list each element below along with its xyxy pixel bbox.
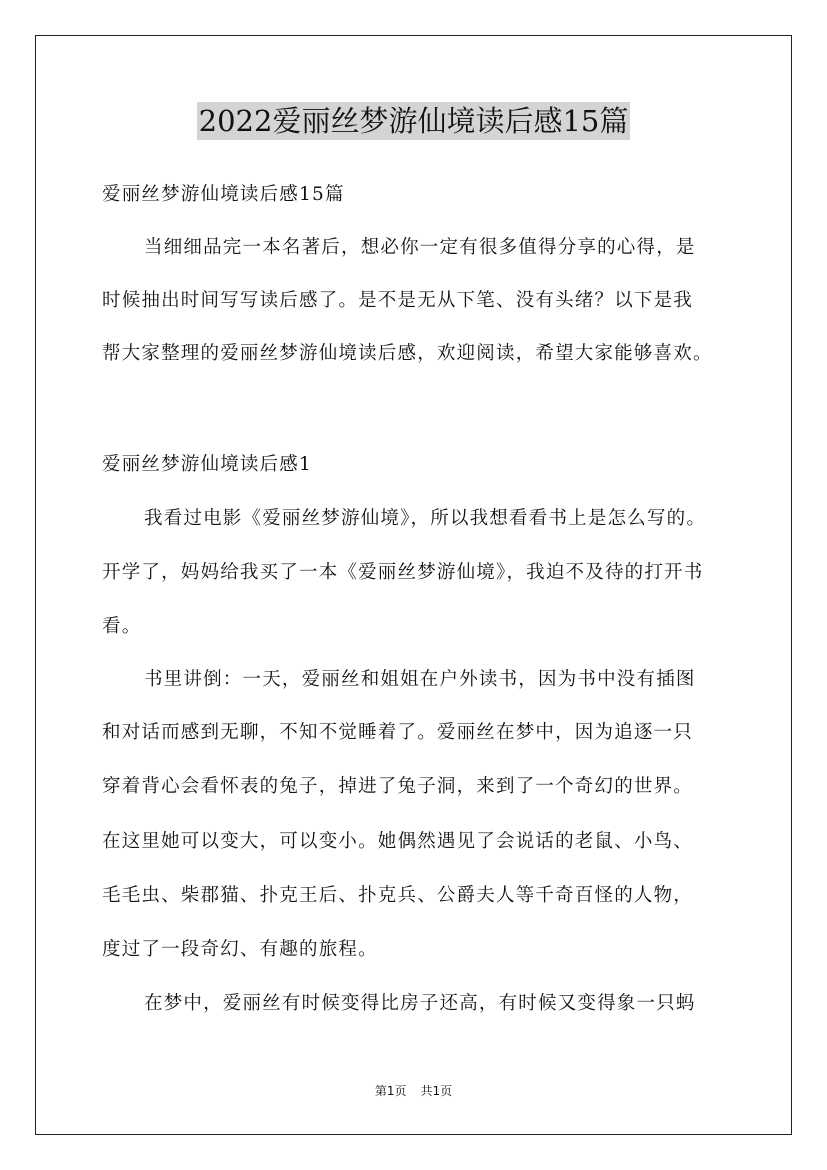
page-footer [0,1082,827,1099]
paragraph-line: 度过了一段奇幻、有趣的旅程。 [102,939,378,960]
page-number: 第1页 [374,1084,407,1098]
paragraph-line: 时候抽出时间写写读后感了。是不是无从下笔、没有头绪？以下是我 [102,290,694,311]
paragraph-line: 书里讲倒：一天，爱丽丝和姐姐在户外读书，因为书中没有插图 [144,669,696,690]
paragraph-line: 在这里她可以变大，可以变小。她偶然遇见了会说话的老鼠、小鸟、 [102,831,694,852]
title-wrap [0,102,827,140]
paragraph-line: 穿着背心会看怀表的兔子，掉进了兔子洞，来到了一个奇幻的世界。 [102,776,694,797]
subtitle-line: 爱丽丝梦游仙境读后感15篇 [102,184,345,205]
paragraph-line: 当细细品完一本名著后，想必你一定有很多值得分享的心得，是 [144,237,696,258]
paragraph-line: 帮大家整理的爱丽丝梦游仙境读后感，欢迎阅读，希望大家能够喜欢。 [102,343,713,364]
page-total: 共1页 [420,1084,453,1098]
paragraph-line: 开学了，妈妈给我买了一本《爱丽丝梦游仙境》，我迫不及待的打开书 [102,562,704,583]
paragraph-line: 和对话而感到无聊，不知不觉睡着了。爱丽丝在梦中，因为追逐一只 [102,722,694,743]
paragraph-line: 在梦中，爱丽丝有时候变得比房子还高，有时候又变得象一只蚂 [144,993,696,1014]
paragraph-line: 看。 [102,616,142,637]
document-title: 2022爱丽丝梦游仙境读后感15篇 [198,104,629,138]
section-heading: 爱丽丝梦游仙境读后感1 [102,454,312,475]
paragraph-line: 毛毛虫、柴郡猫、扑克王后、扑克兵、公爵夫人等千奇百怪的人物， [102,885,694,906]
paragraph-line: 我看过电影《爱丽丝梦游仙境》，所以我想看看书上是怎么写的。 [144,508,707,529]
